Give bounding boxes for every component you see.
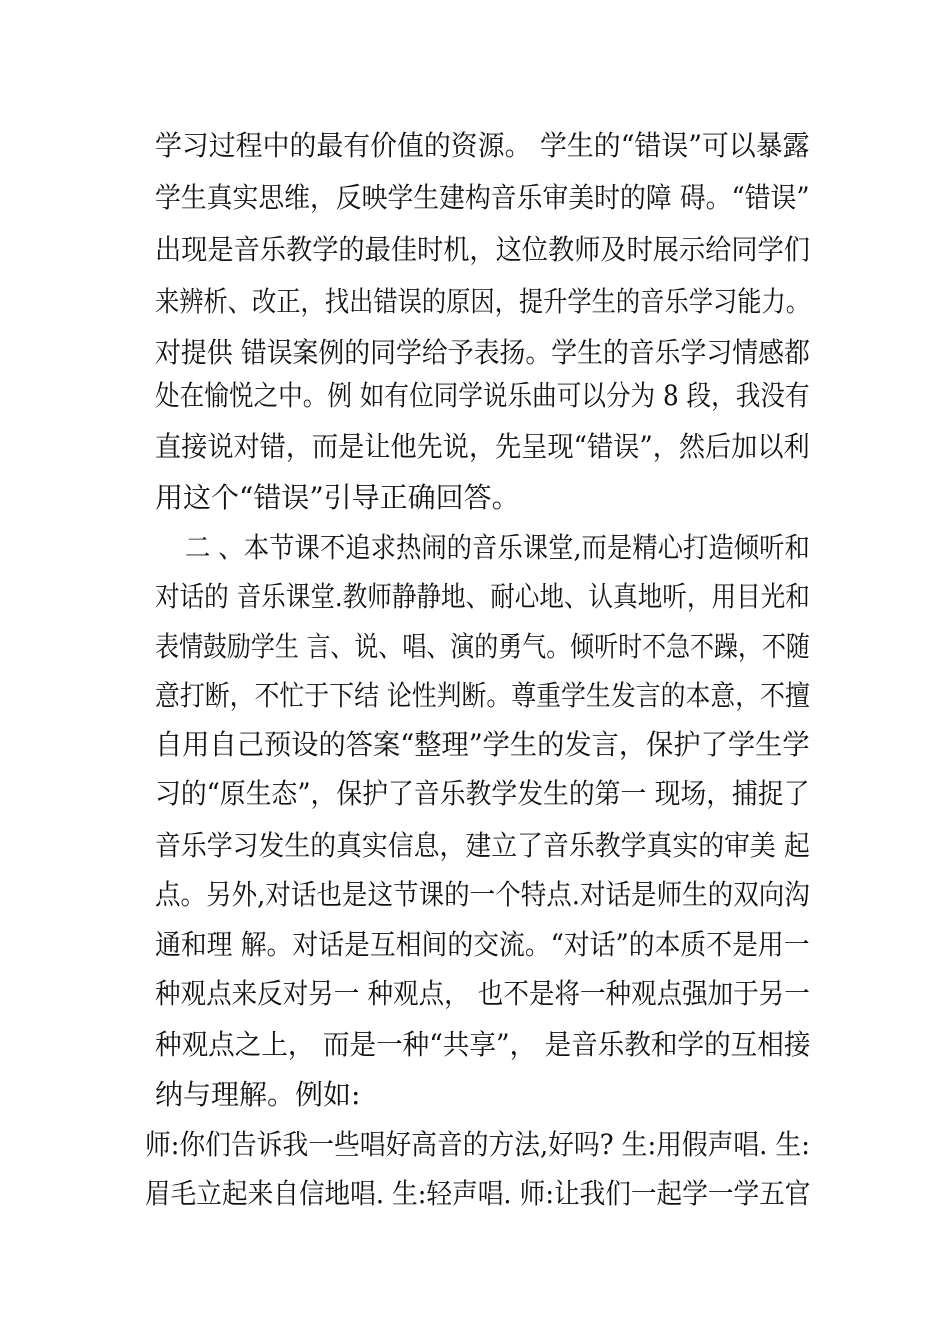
dialogue-line: 眉毛立起来自信地唱. 生:轻声唱. 师:让我们一起学一学五官 [145, 1177, 811, 1210]
text-line: 处在愉悦之中。例 如有位同学说乐曲可以分为 8 段，我没有 [155, 379, 810, 412]
text-line: 对话的 音乐课堂.教师静静地、耐心地、认真地听，用目光和 [155, 580, 810, 613]
text-line: 学生真实思维，反映学生建构音乐审美时的障 碍。“错误” [155, 181, 810, 214]
text-line: 直接说对错，而是让他先说，先呈现“错误”，然后加以利 [155, 430, 810, 463]
text-line: 出现是音乐教学的最佳时机，这位教师及时展示给同学们 [155, 233, 811, 266]
text-line: 种观点之上， 而是一种“共享”， 是音乐教和学的互相接 [155, 1028, 811, 1061]
text-line: 对提供 错误案例的同学给予表扬。学生的音乐学习情感都 [155, 336, 810, 369]
text-line: 来辨析、改正，找出错误的原因，提升学生的音乐学习能力。 [155, 285, 811, 318]
text-line: 用这个“错误”引导正确回答。 [155, 481, 520, 514]
text-line: 表情鼓励学生 言、说、唱、演的勇气。倾听时不急不躁，不随 [155, 630, 810, 663]
text-line: 学习过程中的最有价值的资源。 学生的“错误”可以暴露 [155, 129, 810, 162]
text-line: 纳与理解。例如: [155, 1078, 361, 1111]
text-line: 音乐学习发生的真实信息，建立了音乐教学真实的审美 起 [155, 829, 810, 862]
text-line: 种观点来反对另一 种观点， 也不是将一种观点强加于另一 [155, 977, 810, 1010]
text-line: 自用自己预设的答案“整理”学生的发言，保护了学生学 [155, 728, 810, 761]
text-line: 习的“原生态”，保护了音乐教学发生的第一 现场，捕捉了 [155, 777, 810, 810]
dialogue-line: 师:你们告诉我一些唱好高音的方法,好吗? 生:用假声唱. 生: [145, 1128, 810, 1161]
text-line: 通和理 解。对话是互相间的交流。“对话”的本质不是用一 [155, 928, 810, 961]
paragraph-2-start-line: 二 、本节课不追求热闹的音乐课堂,而是精心打造倾听和 [185, 531, 810, 564]
text-line: 意打断，不忙于下结 论性判断。尊重学生发言的本意，不擅 [155, 679, 810, 712]
text-line: 点。另外,对话也是这节课的一个特点.对话是师生的双向沟 [155, 878, 810, 911]
